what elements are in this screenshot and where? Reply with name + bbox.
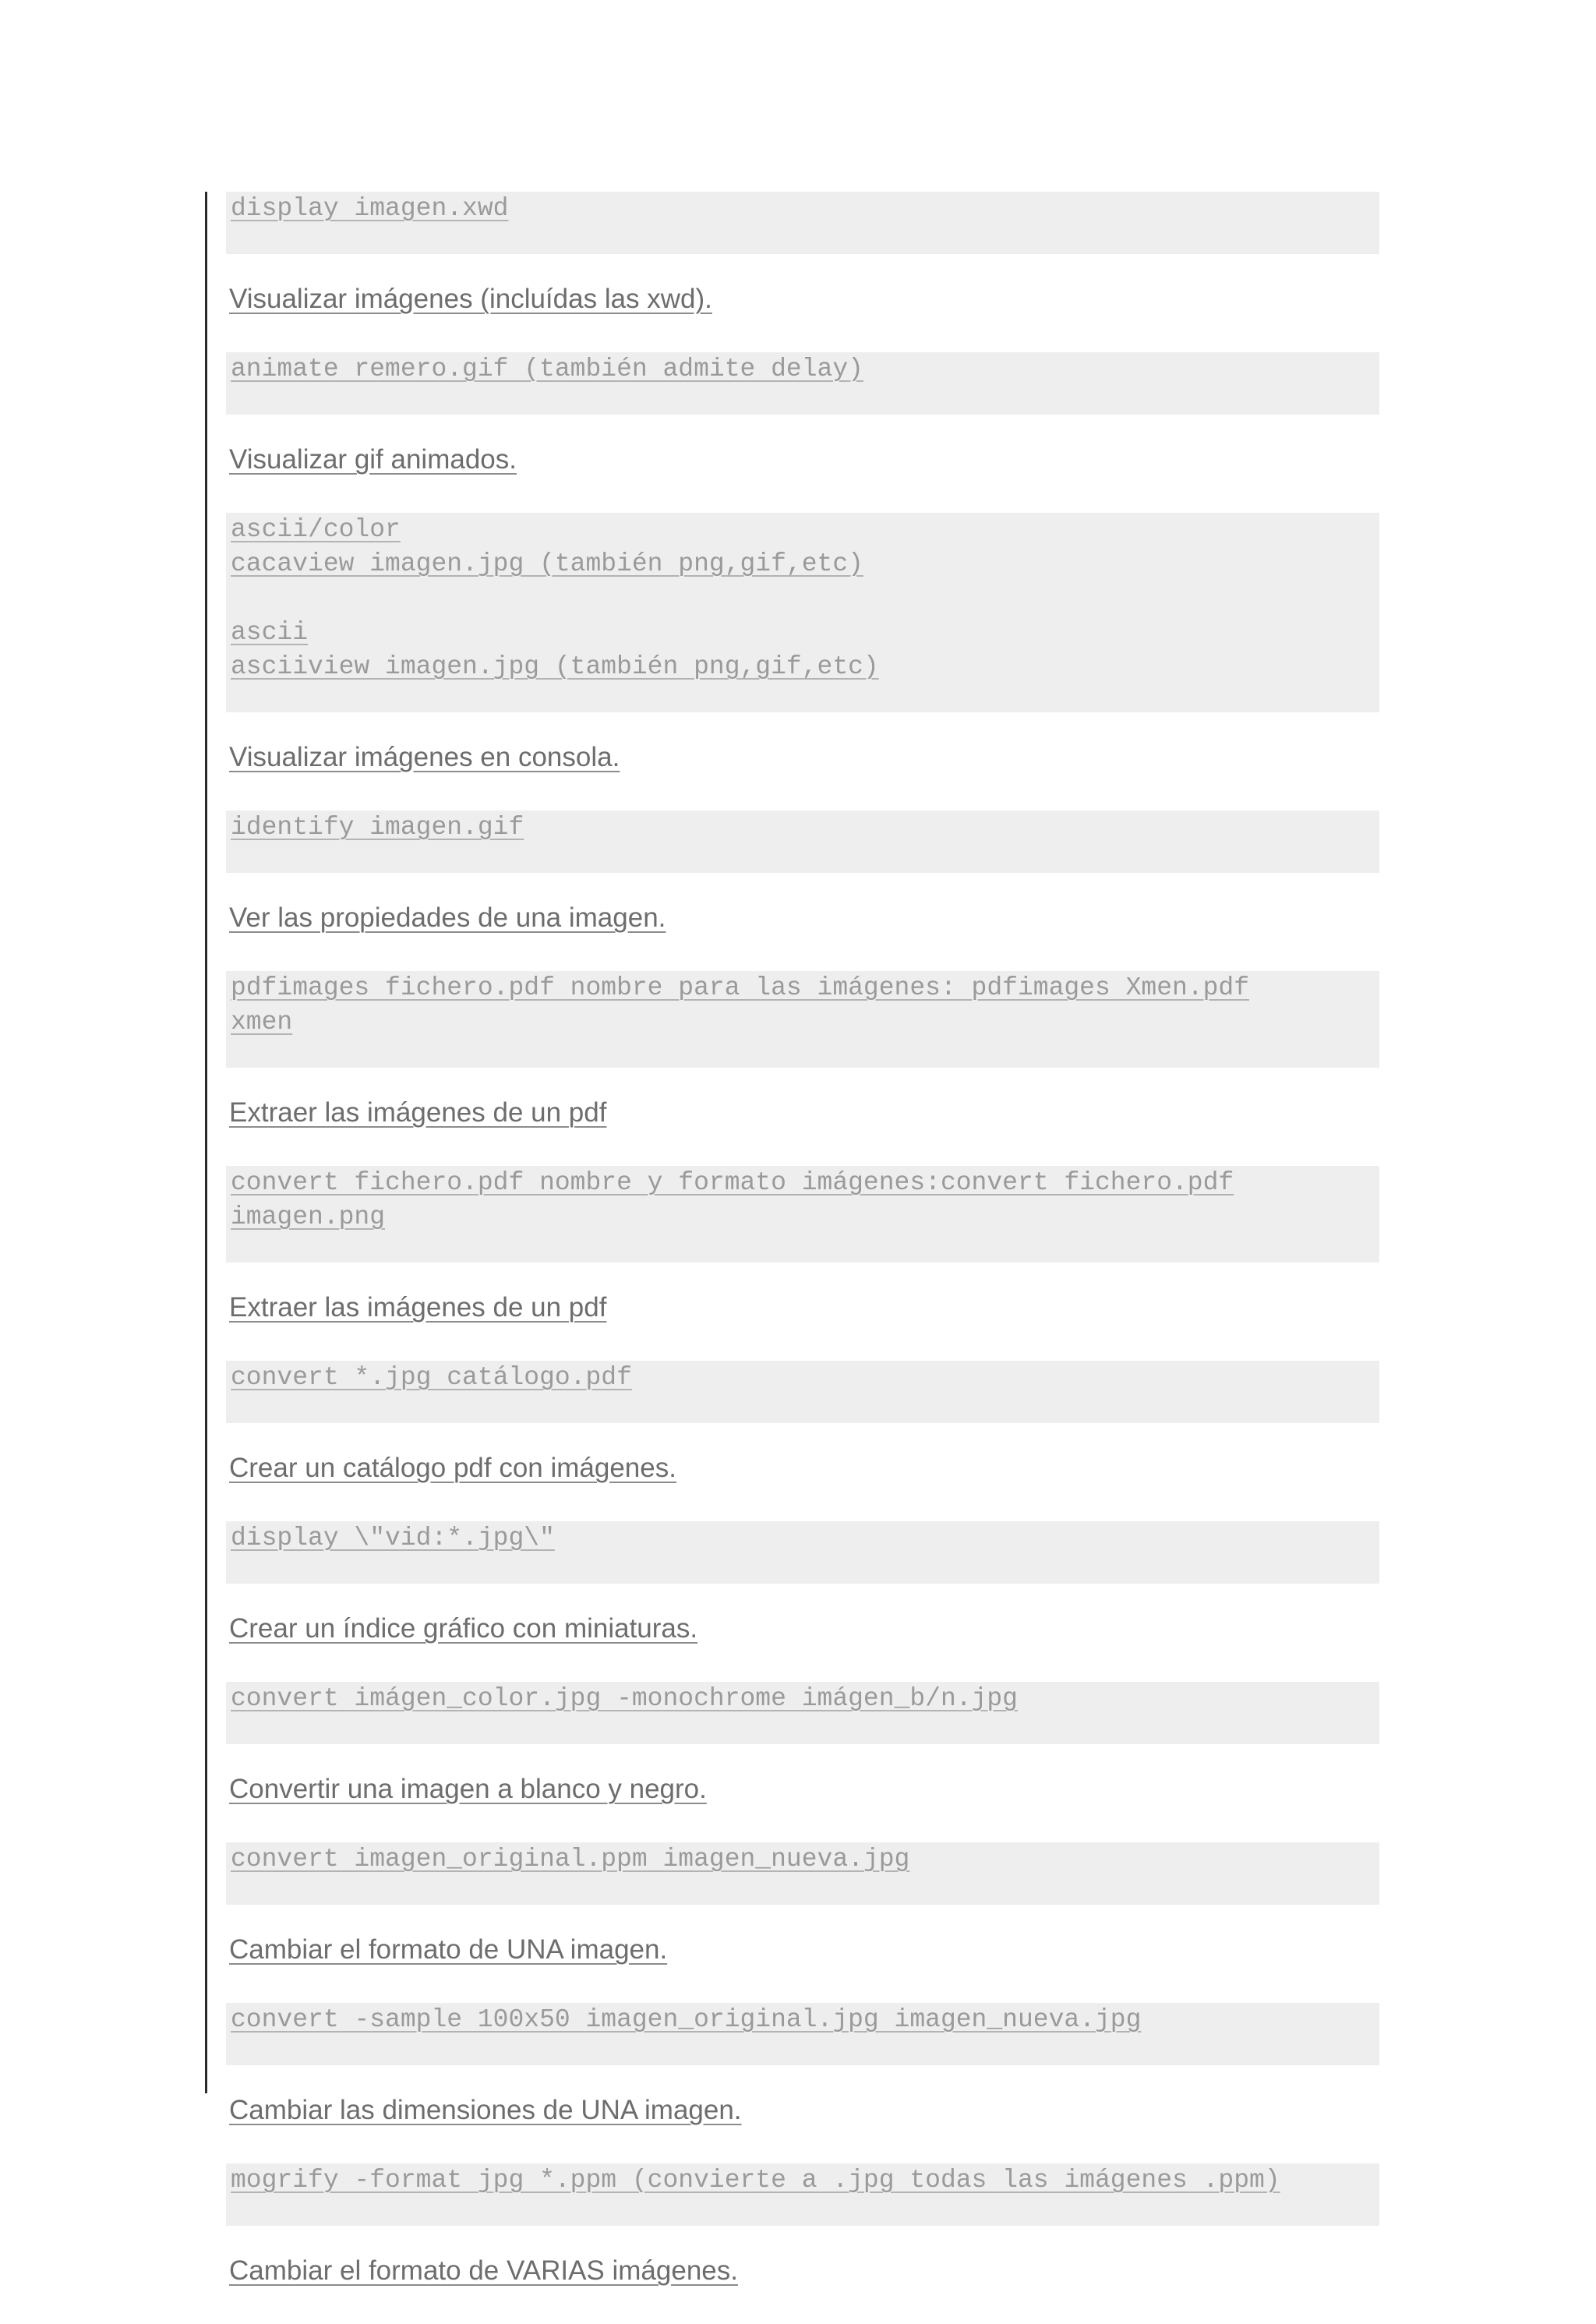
code-line [231,971,1375,1005]
code-line [231,1005,1375,1040]
code-line [231,1521,1375,1556]
code-text: convert fichero.pdf nombre y formato imágenes:convert fichero.pdf [231,1168,1234,1197]
command-description: Cambiar el formato de UNA imagen. [229,1934,668,1965]
code-line [231,1200,1375,1234]
code-text: xmen [231,1008,293,1037]
code-text: convert -sample 100x50 imagen_original.jpg imagen_nueva.jpg [231,2005,1142,2034]
code-block [226,1521,1379,1584]
code-text: animate remero.gif (también admite delay) [231,355,863,383]
code-line [231,513,1375,547]
code-block [226,1166,1379,1263]
code-text: imagen.png [231,1203,386,1231]
command-description: Extraer las imágenes de un pdf [229,1292,607,1323]
command-description: Extraer las imágenes de un pdf [229,1097,607,1128]
command-list [226,192,1379,2324]
code-line [231,1361,1375,1395]
code-block [226,1842,1379,1905]
code-text: ascii [231,618,309,647]
left-margin-rule [205,192,207,2093]
code-line [231,1842,1375,1877]
code-line [231,1166,1375,1200]
code-block [226,1682,1379,1744]
command-description: Cambiar el formato de VARIAS imágenes. [229,2255,738,2286]
code-line [231,1682,1375,1716]
code-block [226,2003,1379,2065]
code-block [226,352,1379,415]
command-description: Crear un índice gráfico con miniaturas. [229,1613,698,1644]
command-description: Cambiar las dimensiones de UNA imagen. [229,2095,742,2125]
code-text: convert imagen_original.ppm imagen_nueva.jpg [231,1845,910,1874]
code-line [231,616,1375,650]
code-text: display imagen.xwd [231,194,509,223]
command-description: Ver las propiedades de una imagen. [229,902,666,933]
code-text: identify imagen.gif [231,813,524,842]
command-description: Visualizar imágenes en consola. [229,742,620,772]
code-text: mogrify -format jpg *.ppm (convierte a .jpg todas las imágenes .ppm) [231,2166,1280,2195]
code-text: convert *.jpg catálogo.pdf [231,1363,632,1392]
command-description: Crear un catálogo pdf con imágenes. [229,1453,676,1483]
code-block [226,192,1379,254]
code-text: pdfimages fichero.pdf nombre para las imágenes: pdfimages Xmen.pdf [231,973,1250,1002]
code-block [226,811,1379,873]
code-line [231,352,1375,387]
code-block [226,513,1379,712]
code-line [231,2003,1375,2037]
command-description: Convertir una imagen a blanco y negro. [229,1774,707,1804]
code-line [231,2163,1375,2198]
command-description: Visualizar gif animados. [229,444,517,475]
code-block [226,971,1379,1068]
command-description: Visualizar imágenes (incluídas las xwd). [229,284,712,314]
code-block [226,2163,1379,2226]
code-line [231,650,1375,684]
code-line [231,547,1375,581]
code-spacer [231,581,1375,616]
code-text: asciiview imagen.jpg (también png,gif,etc) [231,652,879,681]
code-text: cacaview imagen.jpg (también png,gif,etc) [231,549,863,578]
code-text: convert imágen_color.jpg -monochrome imágen_b/n.jpg [231,1684,1018,1713]
code-line [231,811,1375,845]
code-block [226,1361,1379,1423]
code-line [231,192,1375,226]
code-text: display \"vid:*.jpg\" [231,1524,555,1552]
code-text: ascii/color [231,515,401,544]
